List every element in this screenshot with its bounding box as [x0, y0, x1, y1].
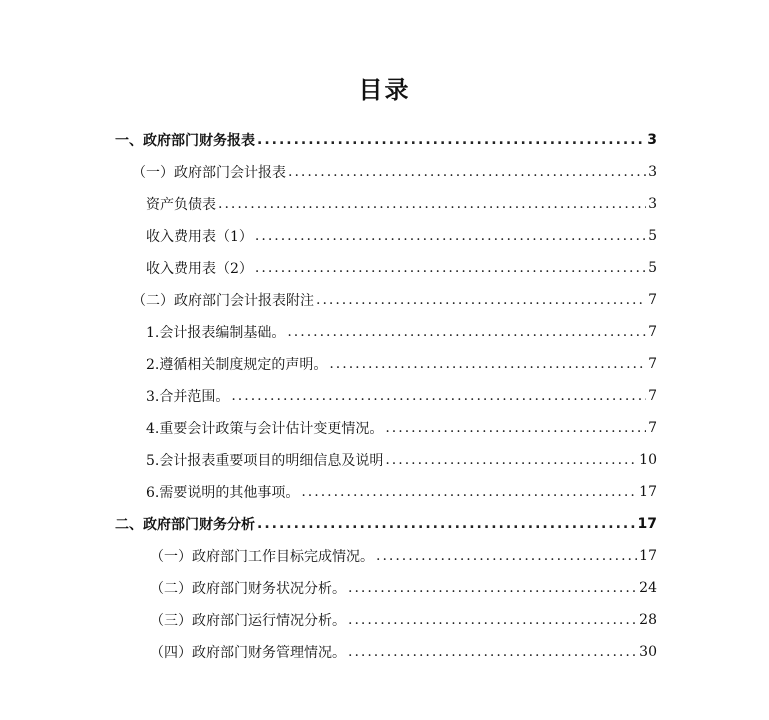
dot-leader: [385, 452, 637, 468]
dot-leader: [255, 260, 646, 276]
dot-leader: [348, 644, 637, 660]
toc-entry[interactable]: [0, 220, 657, 252]
toc-entry-page: 5: [648, 260, 657, 276]
toc-entry-page: 24: [639, 580, 657, 596]
dot-leader: [376, 548, 637, 564]
toc-entry-label: 一、政府部门财务报表: [115, 133, 255, 149]
toc-entry-label: （三）政府部门运行情况分析。: [150, 613, 346, 629]
toc-entry-label: 2.遵循相关制度规定的声明。: [146, 357, 328, 373]
dot-leader: [257, 132, 645, 148]
toc-entry[interactable]: [0, 476, 657, 508]
toc-entry[interactable]: [0, 412, 657, 444]
toc-entry-label: （一）政府部门工作目标完成情况。: [150, 549, 374, 565]
toc-entry-label: 资产负债表: [146, 197, 216, 213]
toc-entry-label: 二、政府部门财务分析: [115, 517, 255, 533]
toc-entry[interactable]: [0, 604, 657, 636]
toc-entry-label: 收入费用表（1）: [146, 229, 253, 245]
toc-entry-label: 收入费用表（2）: [146, 261, 253, 277]
toc-entry-page: 7: [648, 356, 657, 372]
dot-leader: [288, 164, 646, 180]
toc-entry-label: 5.会计报表重要项目的明细信息及说明: [146, 453, 384, 469]
toc-entry-page: 5: [648, 228, 657, 244]
toc-entry-page: 7: [648, 324, 657, 340]
toc-entry-page: 3: [647, 132, 657, 148]
dot-leader: [385, 420, 646, 436]
dot-leader: [329, 356, 646, 372]
toc-entry[interactable]: [0, 156, 657, 188]
dot-leader: [231, 388, 646, 404]
toc-entry[interactable]: [0, 380, 657, 412]
toc-entry-label: 3.合并范围。: [146, 389, 230, 405]
toc-entry-page: 7: [648, 292, 657, 308]
dot-leader: [255, 228, 646, 244]
toc-entry-page: 3: [648, 164, 657, 180]
dot-leader: [348, 580, 637, 596]
dot-leader: [348, 612, 637, 628]
toc-entry-label: 1.会计报表编制基础。: [146, 325, 286, 341]
toc-entry[interactable]: [0, 540, 657, 572]
dot-leader: [287, 324, 646, 340]
toc-entry-page: 17: [639, 548, 657, 564]
toc-entry-label: 6.需要说明的其他事项。: [146, 485, 300, 501]
toc-entry-page: 7: [648, 388, 657, 404]
toc-entry-page: 10: [639, 452, 657, 468]
toc-entry-label: （二）政府部门财务状况分析。: [150, 581, 346, 597]
dot-leader: [257, 516, 636, 532]
toc-entry-label: 4.重要会计政策与会计估计变更情况。: [146, 421, 384, 437]
toc-entry-page: 28: [639, 612, 657, 628]
toc-entry[interactable]: [0, 444, 657, 476]
toc-entry-page: 30: [639, 644, 657, 660]
toc-entry[interactable]: [0, 252, 657, 284]
table-of-contents: [0, 124, 769, 668]
toc-entry[interactable]: [0, 348, 657, 380]
toc-entry-page: 17: [637, 516, 657, 532]
toc-entry[interactable]: [0, 572, 657, 604]
toc-entry-page: 7: [648, 420, 657, 436]
dot-leader: [316, 292, 646, 308]
dot-leader: [301, 484, 637, 500]
toc-entry[interactable]: [0, 188, 657, 220]
toc-entry-page: 17: [639, 484, 657, 500]
toc-entry[interactable]: [0, 316, 657, 348]
dot-leader: [218, 196, 646, 212]
toc-entry-label: （四）政府部门财务管理情况。: [150, 645, 346, 661]
toc-entry[interactable]: [0, 508, 657, 540]
toc-entry[interactable]: [0, 636, 657, 668]
toc-entry-label: （一）政府部门会计报表: [132, 165, 286, 181]
toc-title: 目录: [358, 76, 411, 104]
toc-entry[interactable]: [0, 284, 657, 316]
toc-entry-page: 3: [648, 196, 657, 212]
toc-entry[interactable]: [0, 124, 657, 156]
toc-entry-label: （二）政府部门会计报表附注: [132, 293, 314, 309]
